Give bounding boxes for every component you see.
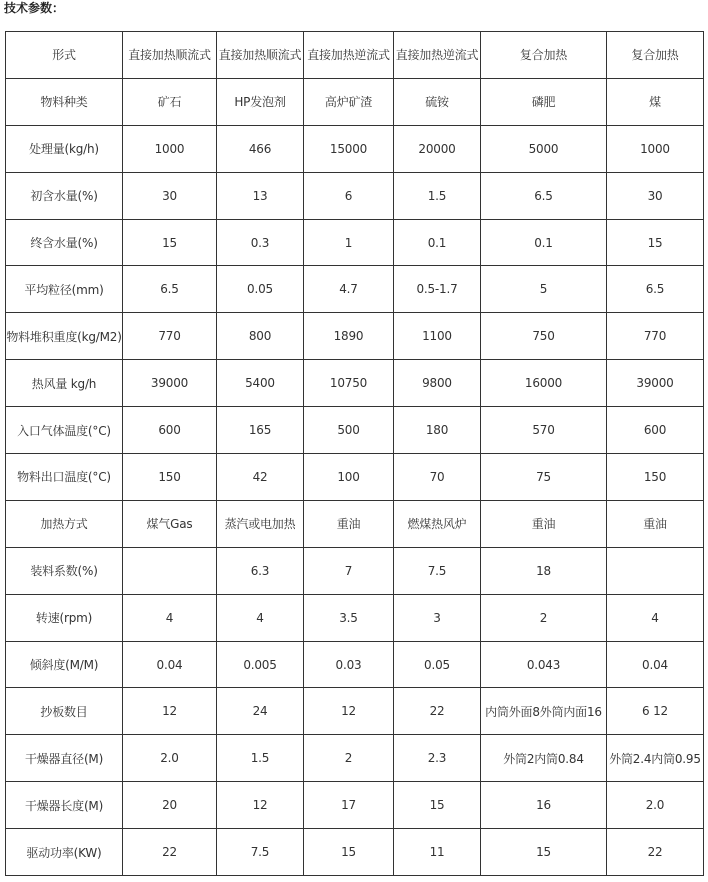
- table-cell: 外筒2.4内筒0.95: [607, 735, 704, 782]
- table-cell: 22: [394, 688, 481, 735]
- table-cell: 7.5: [394, 547, 481, 594]
- table-cell: 800: [217, 313, 304, 360]
- row-label-cell: 物料种类: [6, 78, 123, 125]
- table-cell: 15: [123, 219, 217, 266]
- table-cell: 22: [123, 829, 217, 876]
- page-title: 技术参数：: [4, 1, 65, 15]
- table-cell: 22: [607, 829, 704, 876]
- table-cell: 1890: [304, 313, 394, 360]
- table-cell: 2: [304, 735, 394, 782]
- table-cell: 12: [123, 688, 217, 735]
- table-cell: 15: [394, 782, 481, 829]
- table-cell: 18: [481, 547, 607, 594]
- table-row: [6, 313, 704, 360]
- table-row: [6, 829, 704, 876]
- table-row: [6, 688, 704, 735]
- table-cell: 0.043: [481, 641, 607, 688]
- table-row: [6, 735, 704, 782]
- table-cell: 2: [481, 594, 607, 641]
- table-cell: 直接加热逆流式: [304, 32, 394, 79]
- table-cell: 150: [607, 454, 704, 501]
- table-cell: 11: [394, 829, 481, 876]
- table-cell: 6.5: [607, 266, 704, 313]
- table-cell: 4: [217, 594, 304, 641]
- table-cell: 15: [304, 829, 394, 876]
- table-cell: 直接加热顺流式: [217, 32, 304, 79]
- table-cell: 5: [481, 266, 607, 313]
- table-cell: 17: [304, 782, 394, 829]
- table-cell: 2.3: [394, 735, 481, 782]
- table-cell: 24: [217, 688, 304, 735]
- row-label-cell: 驱动功率(KW): [6, 829, 123, 876]
- table-cell: 0.05: [217, 266, 304, 313]
- table-cell: 煤气Gas: [123, 500, 217, 547]
- table-cell: 0.1: [394, 219, 481, 266]
- table-cell: 2.0: [607, 782, 704, 829]
- table-cell: 770: [123, 313, 217, 360]
- table-cell: 0.04: [123, 641, 217, 688]
- table-cell: 0.05: [394, 641, 481, 688]
- table-cell: 9800: [394, 360, 481, 407]
- table-cell: 10750: [304, 360, 394, 407]
- table-row: [6, 219, 704, 266]
- table-cell: 3: [394, 594, 481, 641]
- table-cell: 20: [123, 782, 217, 829]
- table-cell: 6.3: [217, 547, 304, 594]
- table-row: [6, 594, 704, 641]
- table-cell: 12: [217, 782, 304, 829]
- table-cell: 12: [304, 688, 394, 735]
- table-cell: 42: [217, 454, 304, 501]
- table-cell: 100: [304, 454, 394, 501]
- table-cell: 6.5: [123, 266, 217, 313]
- table-cell: 复合加热: [607, 32, 704, 79]
- row-label-cell: 初含水量(%): [6, 172, 123, 219]
- table-cell: 4: [123, 594, 217, 641]
- table-row: [6, 641, 704, 688]
- row-label-cell: 转速(rpm): [6, 594, 123, 641]
- table-row: [6, 782, 704, 829]
- table-cell: 16: [481, 782, 607, 829]
- table-cell: 20000: [394, 125, 481, 172]
- table-cell: 直接加热顺流式: [123, 32, 217, 79]
- row-label-cell: 平均粒径(mm): [6, 266, 123, 313]
- table-row: [6, 266, 704, 313]
- table-cell: 1.5: [394, 172, 481, 219]
- table-cell: 矿石: [123, 78, 217, 125]
- table-cell: 直接加热逆流式: [394, 32, 481, 79]
- table-cell: 0.03: [304, 641, 394, 688]
- table-cell: 1000: [607, 125, 704, 172]
- table-cell: 内筒外面8外筒内面16: [481, 688, 607, 735]
- table-cell: 重油: [304, 500, 394, 547]
- table-cell: 600: [607, 407, 704, 454]
- table-cell: 2.0: [123, 735, 217, 782]
- table-cell: 1000: [123, 125, 217, 172]
- table-cell: 30: [607, 172, 704, 219]
- table-cell: 13: [217, 172, 304, 219]
- table-cell: 0.005: [217, 641, 304, 688]
- table-cell: 75: [481, 454, 607, 501]
- row-label-cell: 装料系数(%): [6, 547, 123, 594]
- table-cell: 重油: [481, 500, 607, 547]
- header-row: [6, 32, 704, 79]
- table-cell: 4.7: [304, 266, 394, 313]
- table-cell: 1: [304, 219, 394, 266]
- row-label-cell: 加热方式: [6, 500, 123, 547]
- row-label-cell: 物料堆积重度(kg/M2): [6, 313, 123, 360]
- row-label-cell: 热风量 kg/h: [6, 360, 123, 407]
- table-cell: 0.04: [607, 641, 704, 688]
- row-label-cell: 干燥器直径(M): [6, 735, 123, 782]
- row-label-cell: 抄板数目: [6, 688, 123, 735]
- table-cell: 15000: [304, 125, 394, 172]
- row-label-cell: 物料出口温度(°C): [6, 454, 123, 501]
- table-row: [6, 454, 704, 501]
- table-cell: 39000: [607, 360, 704, 407]
- table-cell: [607, 547, 704, 594]
- table-cell: 7.5: [217, 829, 304, 876]
- table-cell: 复合加热: [481, 32, 607, 79]
- table-cell: 3.5: [304, 594, 394, 641]
- table-cell: 750: [481, 313, 607, 360]
- row-label-cell: 形式: [6, 32, 123, 79]
- row-label-cell: 终含水量(%): [6, 219, 123, 266]
- row-label-cell: 倾斜度(M/M): [6, 641, 123, 688]
- table-cell: 150: [123, 454, 217, 501]
- table-cell: 0.5-1.7: [394, 266, 481, 313]
- table-cell: 蒸汽或电加热: [217, 500, 304, 547]
- table-cell: HP发泡剂: [217, 78, 304, 125]
- table-cell: 16000: [481, 360, 607, 407]
- table-row: [6, 360, 704, 407]
- table-row: [6, 547, 704, 594]
- table-cell: 高炉矿渣: [304, 78, 394, 125]
- table-cell: [123, 547, 217, 594]
- table-cell: 7: [304, 547, 394, 594]
- table-cell: 5400: [217, 360, 304, 407]
- table-row: [6, 407, 704, 454]
- table-cell: 180: [394, 407, 481, 454]
- table-row: [6, 172, 704, 219]
- table-cell: 煤: [607, 78, 704, 125]
- table-cell: 15: [481, 829, 607, 876]
- table-row: [6, 500, 704, 547]
- table-cell: 165: [217, 407, 304, 454]
- row-label-cell: 入口气体温度(°C): [6, 407, 123, 454]
- row-label-cell: 干燥器长度(M): [6, 782, 123, 829]
- table-row: [6, 78, 704, 125]
- table-cell: 6: [304, 172, 394, 219]
- table-cell: 磷肥: [481, 78, 607, 125]
- table-cell: 6 12: [607, 688, 704, 735]
- table-cell: 466: [217, 125, 304, 172]
- table-cell: 39000: [123, 360, 217, 407]
- table-cell: 0.1: [481, 219, 607, 266]
- table-cell: 燃煤热风炉: [394, 500, 481, 547]
- table-cell: 70: [394, 454, 481, 501]
- table-cell: 4: [607, 594, 704, 641]
- table-row: [6, 125, 704, 172]
- table-cell: 硫铵: [394, 78, 481, 125]
- table-cell: 6.5: [481, 172, 607, 219]
- table-cell: 500: [304, 407, 394, 454]
- table-cell: 15: [607, 219, 704, 266]
- table-cell: 570: [481, 407, 607, 454]
- table-cell: 1.5: [217, 735, 304, 782]
- table-cell: 770: [607, 313, 704, 360]
- table-cell: 30: [123, 172, 217, 219]
- table-cell: 600: [123, 407, 217, 454]
- table-cell: 重油: [607, 500, 704, 547]
- table-cell: 外筒2内筒0.84: [481, 735, 607, 782]
- table-cell: 1100: [394, 313, 481, 360]
- row-label-cell: 处理量(kg/h): [6, 125, 123, 172]
- technical-parameters-table: [5, 31, 704, 876]
- table-cell: 0.3: [217, 219, 304, 266]
- table-body: [6, 32, 704, 876]
- table-cell: 5000: [481, 125, 607, 172]
